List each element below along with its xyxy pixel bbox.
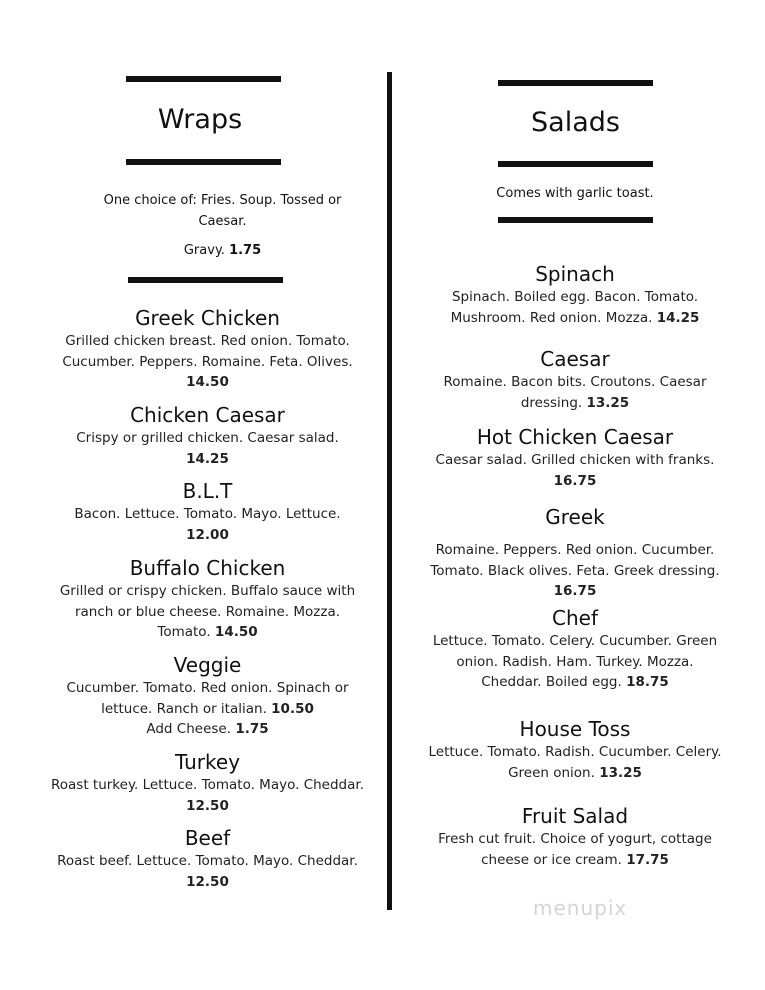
item-description: Roast turkey. Lettuce. Tomato. Mayo. Cheddar. 12.50 (50, 777, 364, 814)
menu-item-fruit-salad (425, 803, 725, 870)
item-name: Buffalo Chicken (129, 556, 286, 580)
item-description: Romaine. Bacon bits. Croutons. Caesar dressing. 13.25 (443, 374, 707, 411)
item-price: 16.75 (553, 583, 597, 599)
item-name: Greek (545, 505, 605, 529)
item-name: Chef (552, 606, 598, 630)
wraps-top-rule (126, 76, 281, 82)
item-price: 18.75 (626, 674, 669, 690)
menu-item-spinach (425, 261, 725, 328)
menu-item-hot-chicken-caesar (425, 424, 725, 491)
menu-item-chef (425, 605, 725, 693)
item-description: Lettuce. Tomato. Radish. Cucumber. Celery. Green onion. 13.25 (428, 744, 722, 781)
item-description: Bacon. Lettuce. Tomato. Mayo. Lettuce. 12.00 (74, 506, 341, 543)
item-name: Hot Chicken Caesar (476, 425, 674, 449)
item-name: Caesar (540, 347, 610, 371)
menu-item-greek (425, 504, 725, 602)
item-price: 13.25 (586, 394, 630, 411)
wraps-side-note (60, 190, 385, 232)
item-name: Turkey (174, 750, 241, 774)
menu-item-caesar (425, 346, 725, 413)
menu-item-house-toss (425, 716, 725, 783)
item-name: Veggie (173, 653, 242, 677)
salads-top-rule (498, 80, 653, 86)
item-name: House Toss (519, 717, 631, 741)
item-extra-label: Add Cheese. (146, 721, 232, 737)
item-price: 14.25 (186, 450, 229, 467)
item-price: 16.75 (553, 472, 597, 489)
gravy-price: 1.75 (229, 243, 262, 258)
salads-title: Salads (531, 107, 620, 138)
wraps-note-line1: One choice of: Fries. Soup. Tossed or (103, 193, 342, 208)
item-price: 17.75 (626, 851, 669, 868)
salads-note-rule (498, 217, 653, 223)
menu-item-chicken-caesar (50, 402, 365, 469)
item-price: 13.25 (599, 764, 642, 781)
item-description: Grilled or crispy chicken. Buffalo sauce with ranch or blue cheese. Romaine. Mozza. Tomato. 14.50 (59, 583, 356, 640)
menu-item-veggie (50, 652, 365, 740)
item-price: 10.50 (271, 700, 314, 717)
item-price: 14.50 (186, 374, 229, 390)
salads-bottom-rule (498, 161, 653, 167)
item-price: 12.50 (186, 873, 229, 890)
column-divider (387, 72, 392, 910)
watermark-logo: menupix (533, 896, 628, 920)
item-name: Fruit Salad (521, 804, 629, 828)
item-name: Chicken Caesar (130, 403, 285, 427)
salads-side-note: Comes with garlic toast. (496, 186, 654, 201)
item-description: Caesar salad. Grilled chicken with franks. 16.75 (435, 452, 715, 489)
menu-item-turkey (50, 749, 365, 816)
item-description: Lettuce. Tomato. Celery. Cucumber. Green onion. Radish. Ham. Turkey. Mozza. Cheddar. Boiled egg. 18.75 (432, 633, 718, 690)
item-description: Crispy or grilled chicken. Caesar salad. 14.25 (76, 430, 339, 467)
item-description: Fresh cut fruit. Choice of yogurt, cottage cheese or ice cream. 17.75 (438, 831, 712, 868)
item-price: 14.25 (656, 309, 700, 326)
wraps-gravy-note (60, 240, 385, 261)
menu-item-buffalo-chicken (50, 555, 365, 643)
wraps-note-line2: Caesar. (198, 214, 247, 229)
item-name: B.L.T (182, 479, 233, 503)
item-description: Spinach. Boiled egg. Bacon. Tomato. Mushroom. Red onion. Mozza. 14.25 (450, 289, 700, 326)
item-description: Roast beef. Lettuce. Tomato. Mayo. Cheddar. 12.50 (57, 853, 358, 890)
item-price: 12.50 (186, 797, 229, 814)
item-name: Greek Chicken (135, 306, 280, 330)
wraps-title: Wraps (157, 104, 243, 135)
item-name: Beef (184, 826, 231, 850)
wraps-note-rule (128, 277, 283, 283)
item-description: Grilled chicken breast. Red onion. Tomato. Cucumber. Peppers. Romaine. Feta. Olives. 14.50 (62, 333, 353, 390)
gravy-label: Gravy. (183, 243, 225, 258)
item-extra-price: 1.75 (235, 721, 269, 737)
item-price: 12.00 (186, 526, 229, 543)
wraps-bottom-rule (126, 159, 281, 165)
menu-item-greek-chicken (50, 305, 365, 393)
item-description: Cucumber. Tomato. Red onion. Spinach or lettuce. Ranch or italian. 10.50 Add Cheese. 1.75 (66, 680, 349, 737)
item-description: Romaine. Peppers. Red onion. Cucumber. Tomato. Black olives. Feta. Greek dressing. 16.75 (430, 542, 720, 599)
menu-item-blt (50, 478, 365, 545)
item-price: 14.50 (214, 624, 258, 640)
item-name: Spinach (535, 262, 615, 286)
menu-item-beef (50, 825, 365, 892)
